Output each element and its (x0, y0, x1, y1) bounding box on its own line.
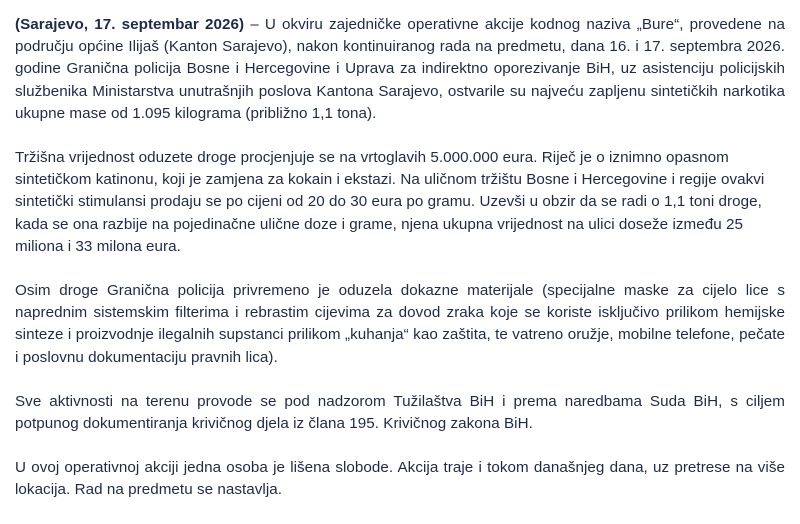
paragraph-1-text: – U okviru zajedničke operativne akcije kodnog naziva „Bure“, provedene na području općine Ilijaš (Kanton Sarajevo), nakon kontinuiranog rada na predmetu, dana 16. i 17. septembra 2026. godine Granična policija Bosne i Hercegovine i Uprava za indirektno oporezivanje BiH, uz asistenciju policijskih službenika Ministarstva unutrašnjih poslova Kantona Sarajevo, ostvarile su najveću zapljenu sintetičkih narkotika ukupne mase od 1.095 kilograma (približno 1,1 tona). (15, 16, 785, 122)
paragraph-1 (15, 14, 785, 125)
article-body (15, 14, 785, 524)
paragraph-5: U ovoj operativnoj akciji jedna osoba je lišena slobode. Akcija traje i tokom današnjeg dana, uz pretrese na više lokacija. Rad na predmetu se nastavlja. (15, 459, 785, 499)
paragraph-2: Tržišna vrijednost oduzete droge procjenjuje se na vrtoglavih 5.000.000 eura. Riječ je o iznimno opasnom sintetičkom katinonu, koji je zamjena za kokain i ekstazi. Na uličnom tržištu Bosne i Hercegovine i regije ovakvi sintetički stimulansi prodaju se po cijeni od 20 do 30 eura po gramu. Uzevši u obzir da se radi o 1,1 toni droge, kada se ona razbije na pojedinačne ulične doze i grame, njena ukupna vrijednost na ulici doseže između 25 miliona i 33 milona eura. (15, 149, 765, 255)
dateline: (Sarajevo, 17. septembar 2026) (15, 16, 245, 33)
paragraph-4: Sve aktivnosti na terenu provode se pod nadzorom Tužilaštva BiH i prema naredbama Suda BiH, s ciljem potpunog dokumentiranja krivičnog djela iz člana 195. Krivičnog zakona BiH. (15, 392, 785, 433)
paragraph-3: Osim droge Granična policija privremeno je oduzela dokazne materijale (specijalne maske za cijelo lice s naprednim sistemskim filterima i rebrastim cijevima za dovod zraka koje se koriste isključivo prilikom hemijske sinteze i proizvodnje ilegalnih supstanci prilikom „kuhanja“ kao zaštita, te vatreno oružje, mobilne telefone, pečate i poslovnu dokumentaciju pravnih lica). (15, 282, 785, 366)
